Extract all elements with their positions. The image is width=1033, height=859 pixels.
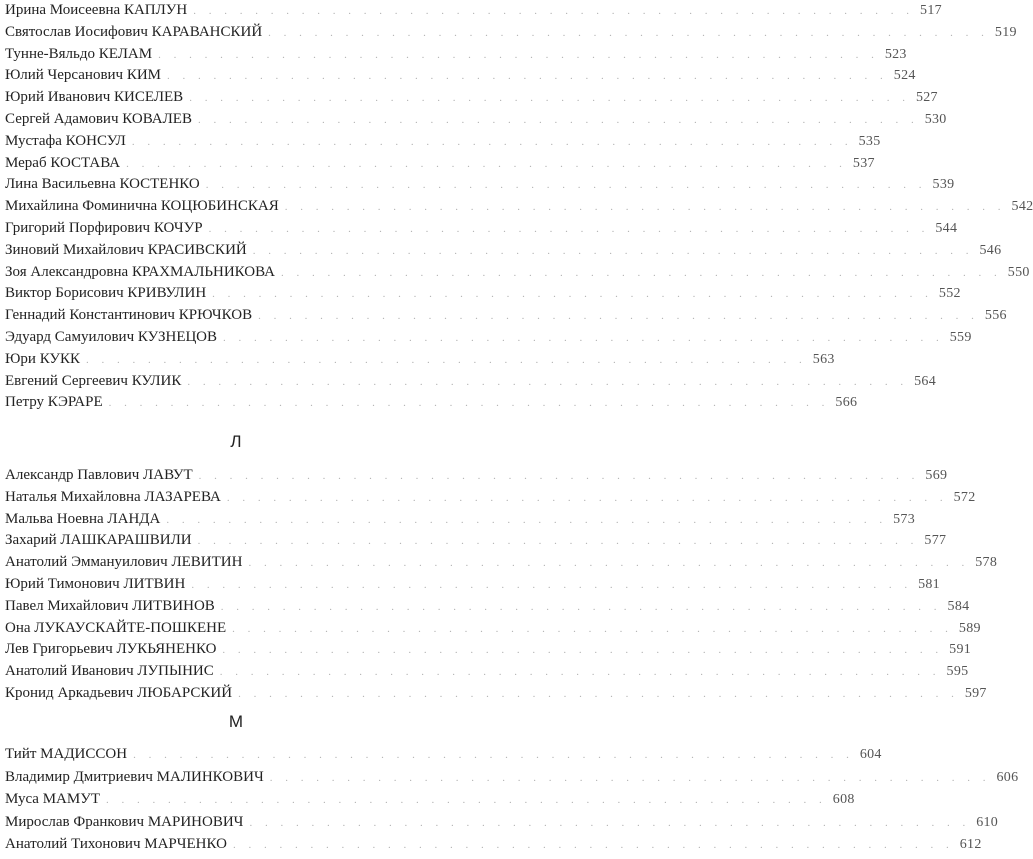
toc-entry[interactable] xyxy=(0,65,916,85)
entry-page-number: 523 xyxy=(884,46,907,62)
entry-page-number: 559 xyxy=(949,330,972,345)
dot-leader: . . . . . . . . . . . . . . . . . . . . . . . . . . . . . . . . . . . . . . . . . . . . . . . xyxy=(232,622,953,635)
entry-page-number: 519 xyxy=(994,24,1017,40)
entry-page-number: 595 xyxy=(946,664,969,680)
toc-entry[interactable] xyxy=(0,744,882,764)
toc-entry[interactable] xyxy=(0,196,1033,216)
dot-leader: . . . . . . . . . . . . . . . . . . . . . . . . . . . . . . . . . . . . . . . . . . . . . . . xyxy=(198,470,920,482)
entry-name: Мирослав Франкович МАРИНОВИЧ xyxy=(5,813,244,830)
entry-name: Петру КЭРАРЕ xyxy=(5,394,103,411)
dot-leader: . . . . . . . . . . . . . . . . . . . . . . . . . . . . . . . . . . . . . . . . . . . . . . . xyxy=(187,375,909,388)
entry-page-number: 591 xyxy=(949,642,972,658)
entry-name: Михайлина Фоминична КОЦЮБИНСКАЯ xyxy=(5,198,279,215)
entry-page-number: 604 xyxy=(859,747,882,762)
toc-entry[interactable] xyxy=(0,305,1007,325)
entry-page-number: 606 xyxy=(996,769,1019,785)
entry-name: Александр Павлович ЛАВУТ xyxy=(5,467,193,483)
entry-page-number: 597 xyxy=(964,686,987,701)
toc-entry[interactable] xyxy=(0,327,972,347)
dot-leader: . . . . . . . . . . . . . . . . . . . . . . . . . . . . . . . . . . . . . . . . . . . . . . . xyxy=(197,114,919,126)
dot-leader: . . . . . . . . . . . . . . . . . . . . . . . . . . . . . . . . . . . . . . . . . . . . . . . xyxy=(131,135,853,148)
dot-leader: . . . . . . . . . . . . . . . . . . . . . . . . . . . . . . . . . . . . . . . . . . . . . . . xyxy=(220,600,942,613)
toc-entry[interactable] xyxy=(0,789,855,809)
entry-page-number: 610 xyxy=(976,814,999,830)
entry-page-number: 577 xyxy=(924,533,947,549)
entry-page-number: 564 xyxy=(914,373,937,389)
entry-name: Она ЛУКАУСКАЙТЕ-ПОШКЕНЕ xyxy=(5,619,227,636)
entry-name: Лина Васильевна КОСТЕНКО xyxy=(5,176,200,193)
toc-entry[interactable] xyxy=(0,661,969,681)
dot-leader: . . . . . . . . . . . . . . . . . . . . . . . . . . . . . . . . . . . . . . . . . . . . . . . xyxy=(189,92,910,105)
dot-leader: . . . . . . . . . . . . . . . . . . . . . . . . . . . . . . . . . . . . . . . . . . . . . . . xyxy=(252,244,974,257)
entry-page-number: 542 xyxy=(1011,199,1033,215)
entry-page-number: 537 xyxy=(852,155,875,171)
dot-leader: . . . . . . . . . . . . . . . . . . . . . . . . . . . . . . . . . . . . . . . . . . . . . . . xyxy=(212,288,933,301)
entry-name: Евгений Сергеевич КУЛИК xyxy=(5,372,182,389)
entry-name: Владимир Дмитриевич МАЛИНКОВИЧ xyxy=(5,768,264,785)
dot-leader: . . . . . . . . . . . . . . . . . . . . . . . . . . . . . . . . . . . . . . . . . . . . . . . xyxy=(208,223,930,235)
entry-page-number: 544 xyxy=(935,221,958,236)
dot-leader: . . . . . . . . . . . . . . . . . . . . . . . . . . . . . . . . . . . . . . . . . . . . . . . xyxy=(191,579,913,591)
toc-entry[interactable] xyxy=(0,109,947,129)
entry-name: Григорий Порфирович КОЧУР xyxy=(5,220,203,236)
section-letter-heading: Л xyxy=(230,432,242,451)
toc-entry[interactable] xyxy=(0,530,947,550)
dot-leader: . . . . . . . . . . . . . . . . . . . . . . . . . . . . . . . . . . . . . . . . . . . . . . . xyxy=(126,157,847,170)
dot-leader: . . . . . . . . . . . . . . . . . . . . . . . . . . . . . . . . . . . . . . . . . . . . . . . xyxy=(238,688,959,700)
entry-name: Юрий Тимонович ЛИТВИН xyxy=(5,576,186,592)
toc-entry[interactable] xyxy=(0,767,1019,787)
dot-leader: . . . . . . . . . . . . . . . . . . . . . . . . . . . . . . . . . . . . . . . . . . . . . . . xyxy=(108,397,830,410)
entry-name: Анатолий Иванович ЛУПЫНИС xyxy=(5,663,214,680)
toc-entry[interactable] xyxy=(0,283,961,303)
dot-leader: . . . . . . . . . . . . . . . . . . . . . . . . . . . . . . . . . . . . . . . . . . . . . . . xyxy=(284,201,1006,214)
toc-entry[interactable] xyxy=(0,639,972,659)
toc-entry[interactable] xyxy=(0,349,835,369)
entry-name: Мустафа КОНСУЛ xyxy=(5,132,126,149)
entry-name: Виктор Борисович КРИВУЛИН xyxy=(5,285,207,302)
entry-page-number: 550 xyxy=(1007,264,1030,280)
entry-name: Юлий Черсанович КИМ xyxy=(5,67,162,84)
dot-leader: . . . . . . . . . . . . . . . . . . . . . . . . . . . . . . . . . . . . . . . . . . . . . . . xyxy=(193,5,915,17)
entry-page-number: 535 xyxy=(858,133,881,149)
toc-entry[interactable] xyxy=(0,465,948,485)
entry-name: Лев Григорьевич ЛУКЬЯНЕНКО xyxy=(5,641,217,658)
toc-entry[interactable] xyxy=(0,87,938,107)
entry-name: Ирина Моисеевна КАПЛУН xyxy=(5,2,188,18)
entry-page-number: 584 xyxy=(947,598,970,614)
dot-leader: . . . . . . . . . . . . . . . . . . . . . . . . . . . . . . . . . . . . . . . . . . . . . . . xyxy=(281,266,1002,279)
entry-page-number: 563 xyxy=(812,351,835,367)
entry-page-number: 581 xyxy=(918,577,940,592)
entry-page-number: 569 xyxy=(925,468,948,483)
dot-leader: . . . . . . . . . . . . . . . . . . . . . . . . . . . . . . . . . . . . . . . . . . . . . . . xyxy=(258,310,979,323)
entry-page-number: 530 xyxy=(924,112,947,127)
dot-leader: . . . . . . . . . . . . . . . . . . . . . . . . . . . . . . . . . . . . . . . . . . . . . . . xyxy=(222,644,944,657)
toc-entry[interactable] xyxy=(0,552,998,572)
toc-entry[interactable] xyxy=(0,509,915,529)
entry-page-number: 572 xyxy=(953,489,976,505)
toc-entry[interactable] xyxy=(0,371,937,391)
dot-leader: . . . . . . . . . . . . . . . . . . . . . . . . . . . . . . . . . . . . . . . . . . . . . . . xyxy=(269,771,991,784)
dot-leader: . . . . . . . . . . . . . . . . . . . . . . . . . . . . . . . . . . . . . . . . . . . . . . . xyxy=(167,70,888,83)
dot-leader: . . . . . . . . . . . . . . . . . . . . . . . . . . . . . . . . . . . . . . . . . . . . . . . xyxy=(197,535,919,548)
entry-page-number: 517 xyxy=(920,3,942,18)
entry-name: Мальва Ноевна ЛАНДА xyxy=(5,510,161,527)
dot-leader: . . . . . . . . . . . . . . . . . . . . . . . . . . . . . . . . . . . . . . . . . . . . . . . xyxy=(249,816,971,829)
entry-page-number: 527 xyxy=(915,90,938,106)
dot-leader: . . . . . . . . . . . . . . . . . . . . . . . . . . . . . . . . . . . . . . . . . . . . . . . xyxy=(86,353,807,366)
toc-entry[interactable] xyxy=(0,262,1030,282)
entry-page-number: 539 xyxy=(932,177,955,193)
dot-leader: . . . . . . . . . . . . . . . . . . . . . . . . . . . . . . . . . . . . . . . . . . . . . . . xyxy=(226,491,948,504)
entry-page-number: 578 xyxy=(975,555,998,571)
entry-page-number: 566 xyxy=(835,395,858,411)
toc-entry[interactable] xyxy=(0,834,982,854)
entry-name: Святослав Иосифович КАРАВАНСКИЙ xyxy=(5,23,263,40)
entry-name: Геннадий Константинович КРЮЧКОВ xyxy=(5,307,253,324)
entry-name: Тунне-Вяльдо КЕЛАМ xyxy=(5,45,153,62)
toc-entry[interactable] xyxy=(0,153,875,173)
entry-name: Анатолий Эммануилович ЛЕВИТИН xyxy=(5,554,243,571)
entry-page-number: 556 xyxy=(984,308,1007,324)
toc-entry[interactable] xyxy=(0,487,976,507)
entry-page-number: 524 xyxy=(893,68,916,84)
entry-name: Наталья Михайловна ЛАЗАРЕВА xyxy=(5,488,221,505)
entry-page-number: 546 xyxy=(979,242,1002,258)
toc-entry[interactable] xyxy=(0,0,942,20)
section-letter-heading: М xyxy=(228,712,244,731)
entry-name: Сергей Адамович КОВАЛЕВ xyxy=(5,111,192,127)
entry-page-number: 552 xyxy=(938,286,961,302)
toc-entry[interactable] xyxy=(0,218,958,238)
toc-entry[interactable] xyxy=(0,174,955,194)
dot-leader: . . . . . . . . . . . . . . . . . . . . . . . . . . . . . . . . . . . . . . . . . . . . . . . xyxy=(219,666,941,679)
entry-name: Павел Михайлович ЛИТВИНОВ xyxy=(5,597,215,614)
dot-leader: . . . . . . . . . . . . . . . . . . . . . . . . . . . . . . . . . . . . . . . . . . . . . . . xyxy=(133,749,854,761)
entry-name: Зиновий Михайлович КРАСИВСКИЙ xyxy=(5,241,247,258)
entry-page-number: 589 xyxy=(958,620,981,636)
entry-name: Юрий Иванович КИСЕЛЕВ xyxy=(5,89,184,106)
dot-leader: . . . . . . . . . . . . . . . . . . . . . . . . . . . . . . . . . . . . . . . . . . . . . . . xyxy=(268,26,989,39)
toc-entry[interactable] xyxy=(0,44,907,64)
dot-leader: . . . . . . . . . . . . . . . . . . . . . . . . . . . . . . . . . . . . . . . . . . . . . . . xyxy=(232,839,954,852)
dot-leader: . . . . . . . . . . . . . . . . . . . . . . . . . . . . . . . . . . . . . . . . . . . . . . . xyxy=(158,48,879,61)
entry-name: Эдуард Самуилович КУЗНЕЦОВ xyxy=(5,329,217,345)
entry-page-number: 612 xyxy=(959,837,982,853)
toc-entry[interactable] xyxy=(0,131,881,151)
entry-name: Муса МАМУТ xyxy=(5,791,101,808)
entry-name: Тийт МАДИССОН xyxy=(5,746,128,762)
toc-entry[interactable] xyxy=(0,812,999,832)
entry-name: Мераб КОСТАВА xyxy=(5,154,121,171)
entry-page-number: 573 xyxy=(893,511,915,527)
toc-entry[interactable] xyxy=(0,22,1017,42)
entry-name: Кронид Аркадьевич ЛЮБАРСКИЙ xyxy=(5,685,233,701)
entry-name: Захарий ЛАШКАРАШВИЛИ xyxy=(5,532,192,549)
dot-leader: . . . . . . . . . . . . . . . . . . . . . . . . . . . . . . . . . . . . . . . . . . . . . . . xyxy=(223,332,944,344)
toc-entry[interactable] xyxy=(0,683,987,703)
toc-entry[interactable] xyxy=(0,392,858,412)
entry-name: Юри КУКК xyxy=(5,350,81,367)
entry-name: Зоя Александровна КРАХМАЛЬНИКОВА xyxy=(5,263,276,280)
dot-leader: . . . . . . . . . . . . . . . . . . . . . . . . . . . . . . . . . . . . . . . . . . . . . . . xyxy=(205,179,927,192)
dot-leader: . . . . . . . . . . . . . . . . . . . . . . . . . . . . . . . . . . . . . . . . . . . . . . . xyxy=(106,794,827,807)
toc-entry[interactable] xyxy=(0,574,940,594)
toc-entry[interactable] xyxy=(0,240,1002,260)
toc-entry[interactable] xyxy=(0,596,970,616)
toc-entry[interactable] xyxy=(0,618,981,638)
dot-leader: . . . . . . . . . . . . . . . . . . . . . . . . . . . . . . . . . . . . . . . . . . . . . . . xyxy=(166,513,888,526)
entry-name: Анатолий Тихонович МАРЧЕНКО xyxy=(5,836,227,853)
entry-page-number: 608 xyxy=(832,792,855,808)
dot-leader: . . . . . . . . . . . . . . . . . . . . . . . . . . . . . . . . . . . . . . . . . . . . . . . xyxy=(248,557,970,570)
